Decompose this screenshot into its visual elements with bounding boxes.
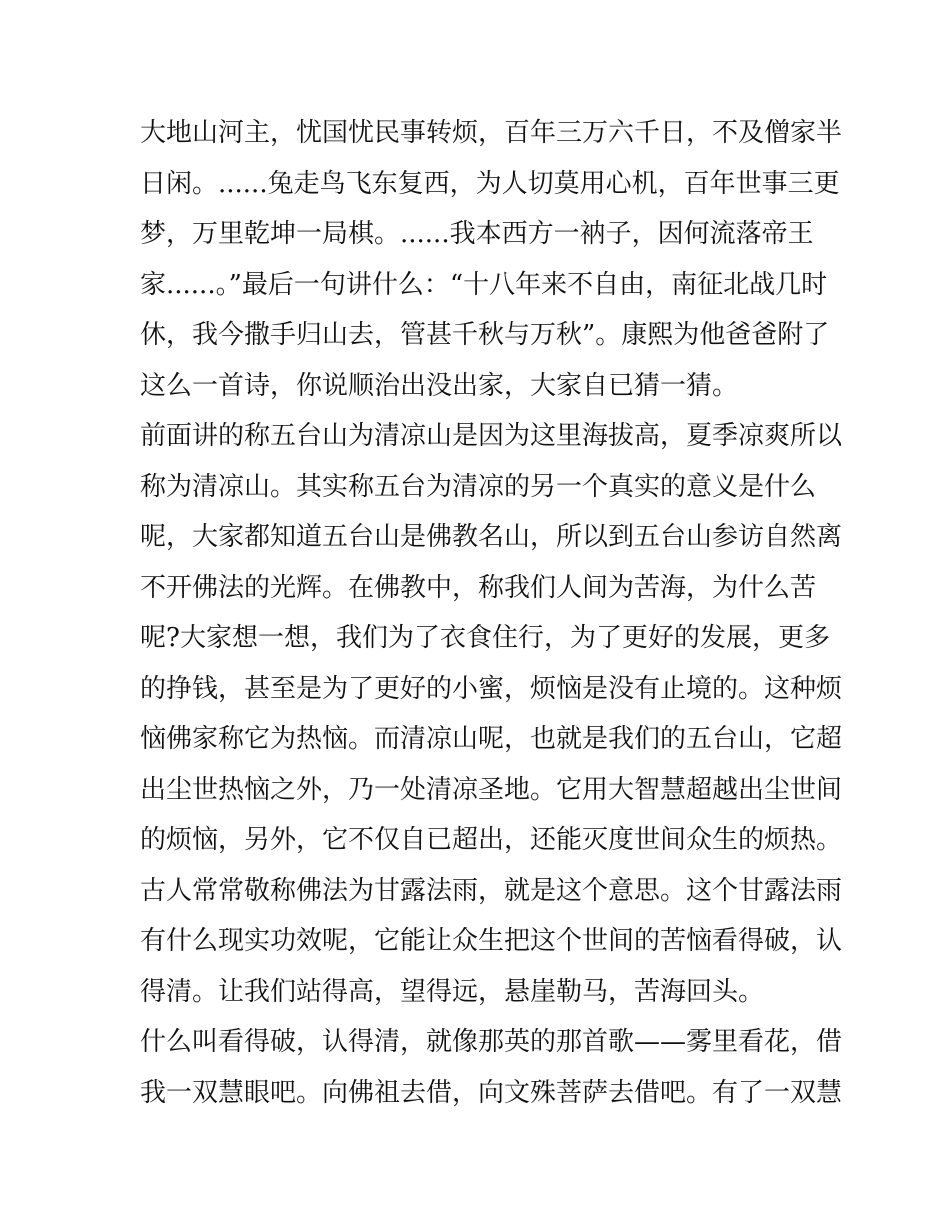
text-line-15: 的烦恼，另外，它不仅自已超出，还能灭度世间众生的烦热。 [140, 825, 843, 855]
text-line-1: 大地山河主，忧国忧民事转烦，百年三万六千日，不及僧家半 [140, 118, 843, 148]
text-line-3: 梦，万里乾坤一局棋。......我本西方一衲子，因何流落帝王 [140, 219, 814, 249]
text-line-2: 日闲。......兔走鸟飞东复西，为人切莫用心机，百年世事三更 [140, 168, 840, 199]
text-line-8: 称为清凉山。其实称五台为清凉的另一个真实的意义是什么 [140, 471, 817, 502]
text-line-10: 不开佛法的光辉。在佛教中，称我们人间为苦海，为什么苦 [140, 572, 817, 603]
text-line-14: 出尘世热恼之外，乃一处清凉圣地。它用大智慧超越出尘世间 [140, 774, 843, 805]
text-line-9: 呢，大家都知道五台山是佛教名山，所以到五台山参访自然离 [140, 522, 843, 552]
text-line-17: 有什么现实功效呢，它能让众生把这个世间的苦恼看得破，认 [140, 926, 843, 956]
text-line-19: 什么叫看得破，认得清，就像那英的那首歌——雾里看花，借 [140, 1027, 843, 1057]
text-line-6: 这么一首诗，你说顺治出没出家，大家自已猜一猜。 [140, 370, 739, 401]
text-line-13: 恼佛家称它为热恼。而清凉山呢，也就是我们的五台山，它超 [140, 724, 843, 754]
text-line-16: 古人常常敬称佛法为甘露法雨，就是这个意思。这个甘露法雨 [140, 875, 843, 906]
text-line-5: 休，我今撒手归山去，管甚千秋与万秋”。康熙为他爸爸附了 [140, 320, 830, 350]
text-line-12: 的挣钱，甚至是为了更好的小蜜，烦恼是没有止境的。这种烦 [140, 673, 843, 704]
text-line-11: 呢?大家想一想，我们为了衣食住行，为了更好的发展，更多 [140, 623, 830, 653]
text-line-7: 前面讲的称五台山为清凉山是因为这里海拔高，夏季凉爽所以 [140, 421, 843, 451]
body-text [140, 108, 843, 1118]
text-line-18: 得清。让我们站得高，望得远，悬崖勒马，苦海回头。 [140, 976, 765, 1007]
text-line-20: 我一双慧眼吧。向佛祖去借，向文殊菩萨去借吧。有了一双慧 [140, 1077, 843, 1108]
text-line-4: 家......。”最后一句讲什么：“十八年来不自由，南征北战几时 [140, 269, 828, 300]
